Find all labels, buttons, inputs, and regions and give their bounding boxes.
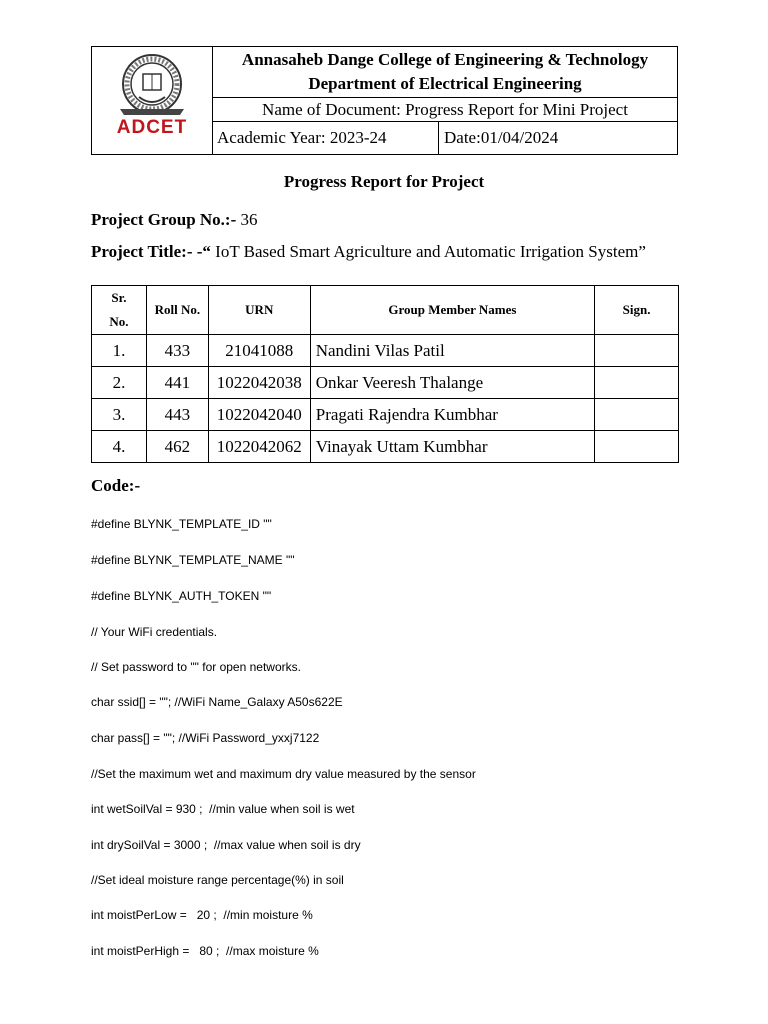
code-heading: Code:-	[91, 476, 141, 495]
code-line: //Set ideal moisture range percentage(%) in soil	[91, 873, 344, 887]
column-header-member-names: Group Member Names	[310, 286, 594, 335]
code-line: // Your WiFi credentials.	[91, 625, 218, 639]
code-line: // Set password to "" for open networks.	[91, 660, 301, 674]
column-header-urn: URN	[208, 286, 310, 335]
document-header	[91, 46, 678, 155]
sign-cell	[595, 431, 679, 463]
table-row	[92, 431, 679, 463]
project-group-value: 36	[236, 210, 258, 229]
project-title-label: Project Title:- -“	[91, 242, 211, 261]
project-group-label: Project Group No.:-	[91, 210, 237, 229]
urn-cell: 1022042062	[208, 431, 310, 463]
sign-cell	[595, 399, 679, 431]
college-heading	[213, 47, 677, 98]
sign-cell	[595, 367, 679, 399]
column-header-sign: Sign.	[595, 286, 679, 335]
column-header-roll-no: Roll No.	[146, 286, 208, 335]
column-header-sr-no: Sr. No.	[92, 286, 147, 335]
member-name-cell: Pragati Rajendra Kumbhar	[310, 399, 594, 431]
table-row	[92, 367, 679, 399]
code-line: #define BLYNK_AUTH_TOKEN ""	[91, 589, 272, 603]
group-members-table	[91, 285, 679, 463]
code-line: char ssid[] = ""; //WiFi Name_Galaxy A50s622E	[91, 695, 343, 709]
code-line: #define BLYNK_TEMPLATE_NAME ""	[91, 553, 295, 567]
project-group-line	[91, 210, 258, 230]
sr-no-cell: 2.	[92, 367, 147, 399]
member-name-cell: Nandini Vilas Patil	[310, 335, 594, 367]
project-title-line	[91, 242, 646, 262]
roll-no-cell: 433	[146, 335, 208, 367]
sr-no-cell: 3.	[92, 399, 147, 431]
sr-no-cell: 4.	[92, 431, 147, 463]
code-line: int moistPerLow = 20 ; //min moisture %	[91, 908, 313, 922]
urn-cell: 1022042040	[208, 399, 310, 431]
roll-no-cell: 462	[146, 431, 208, 463]
document-name: Name of Document: Progress Report for Mini Project	[213, 97, 677, 122]
table-header-row	[92, 286, 679, 335]
urn-cell: 1022042038	[208, 367, 310, 399]
member-name-cell: Onkar Veeresh Thalange	[310, 367, 594, 399]
table-row	[92, 399, 679, 431]
roll-no-cell: 443	[146, 399, 208, 431]
academic-year: Academic Year: 2023-24	[213, 121, 439, 154]
sign-cell	[595, 335, 679, 367]
code-line: int drySoilVal = 3000 ; //max value when soil is dry	[91, 838, 361, 852]
logo-cell	[92, 47, 213, 154]
report-title: Progress Report for Project	[283, 172, 485, 191]
college-name: Annasaheb Dange College of Engineering & Technology	[241, 50, 649, 69]
project-title-value: IoT Based Smart Agriculture and Automatic Irrigation System”	[210, 242, 646, 261]
roll-no-cell: 441	[146, 367, 208, 399]
code-line: int moistPerHigh = 80 ; //max moisture %	[91, 944, 319, 958]
table-row	[92, 335, 679, 367]
code-line: char pass[] = ""; //WiFi Password_yxxj7122	[91, 731, 320, 745]
code-line: //Set the maximum wet and maximum dry value measured by the sensor	[91, 767, 476, 781]
urn-cell: 21041088	[208, 335, 310, 367]
sr-no-cell: 1.	[92, 335, 147, 367]
department-name: Department of Electrical Engineering	[308, 74, 582, 93]
code-line: #define BLYNK_TEMPLATE_ID ""	[91, 517, 272, 531]
document-date: Date:01/04/2024	[439, 121, 677, 154]
member-name-cell: Vinayak Uttam Kumbhar	[310, 431, 594, 463]
code-line: int wetSoilVal = 930 ; //min value when soil is wet	[91, 802, 355, 816]
adcet-logo-text: ADCET	[116, 117, 188, 138]
